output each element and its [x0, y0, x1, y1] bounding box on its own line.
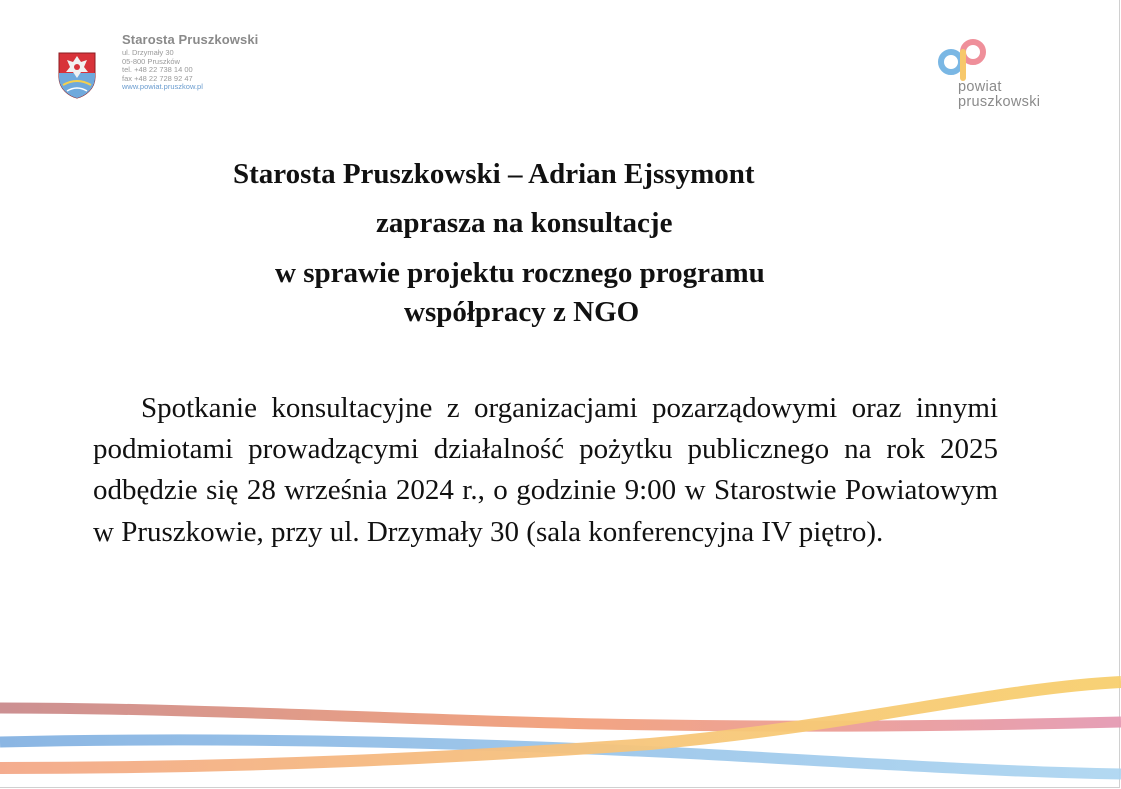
coat-of-arms-icon: [57, 51, 97, 99]
brand-line-pruszkowski: pruszkowski: [958, 93, 1041, 110]
address-street: ul. Drzymały 30: [122, 48, 174, 57]
brand-line-powiat: powiat: [958, 79, 1002, 95]
announcement-body: Spotkanie konsultacyjne z organizacjami pozarządowymi oraz innymi podmiotami prowadzącymi działalność pożytku publicznego na rok 2025 odbędzie się 28 września 2024 r., o godzinie 9:00 w Starostwie Powiatowym w Pruszkowie, przy ul. Drzymały 30 (sala konferencyjna IV piętro).: [93, 392, 998, 548]
phone-number: tel. +48 22 738 14 00: [122, 65, 193, 75]
title-line-1: Starosta Pruszkowski – Adrian Ejssymont: [233, 158, 755, 190]
powiat-logo-text: [958, 80, 1040, 109]
title-line-3: w sprawie projektu rocznego programu: [275, 257, 765, 289]
office-letterhead: [122, 32, 258, 92]
title-line-2: zaprasza na konsultacje: [376, 207, 673, 239]
address-city: 05-800 Pruszków: [122, 56, 180, 66]
title-line-4: współpracy z NGO: [404, 296, 640, 328]
website-link[interactable]: www.powiat.pruszkow.pl: [122, 82, 203, 92]
fax-number: fax +48 22 728 92 47: [122, 73, 193, 83]
office-name: Starosta Pruszkowski: [122, 32, 259, 47]
wave-rose: [0, 708, 1121, 726]
decorative-waves: [0, 660, 1121, 789]
